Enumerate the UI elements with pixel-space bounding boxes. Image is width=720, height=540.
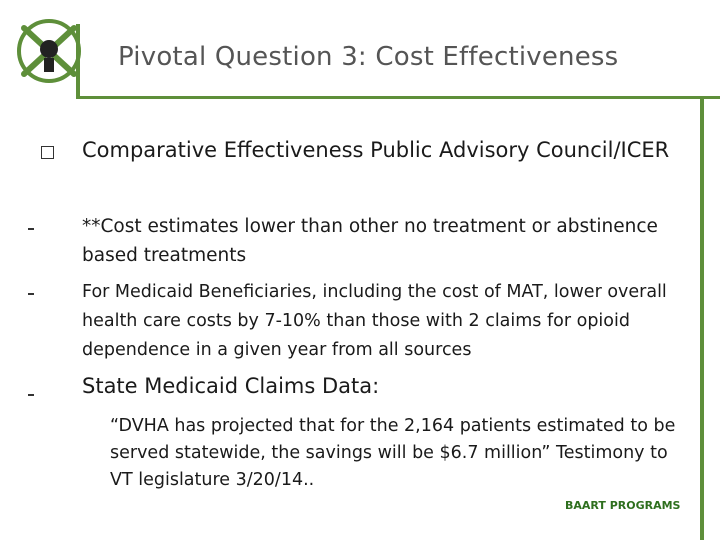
bullet-1: Comparative Effectiveness Public Advisory Council/ICER (82, 138, 670, 162)
dash-bullet-icon (28, 293, 34, 295)
slide-title: Pivotal Question 3: Cost Effectiveness (118, 42, 619, 72)
checkbox-bullet-icon (41, 146, 54, 159)
bullet-3: For Medicaid Beneficiaries, including the cost of MAT, lower overall health care costs by 7-10% than those with 2 claims for opioid dependence in a given year from all sources (82, 282, 667, 360)
accent-bar-vertical (76, 24, 80, 99)
logo (14, 16, 84, 86)
accent-bar-right (700, 96, 704, 540)
bullet-4: State Medicaid Claims Data: (82, 374, 380, 398)
dash-bullet-icon (28, 228, 34, 230)
accent-rule (76, 96, 720, 99)
dash-bullet-icon (28, 394, 34, 396)
bullet-2: **Cost estimates lower than other no treatment or abstinence based treatments (82, 216, 658, 266)
logo-icon (14, 16, 84, 86)
footer-brand: BAART PROGRAMS (565, 499, 681, 512)
quote-text: “DVHA has projected that for the 2,164 patients estimated to be served statewide, the savings will be $6.7 million” Testimony to VT legislature 3/20/14.. (110, 416, 676, 490)
